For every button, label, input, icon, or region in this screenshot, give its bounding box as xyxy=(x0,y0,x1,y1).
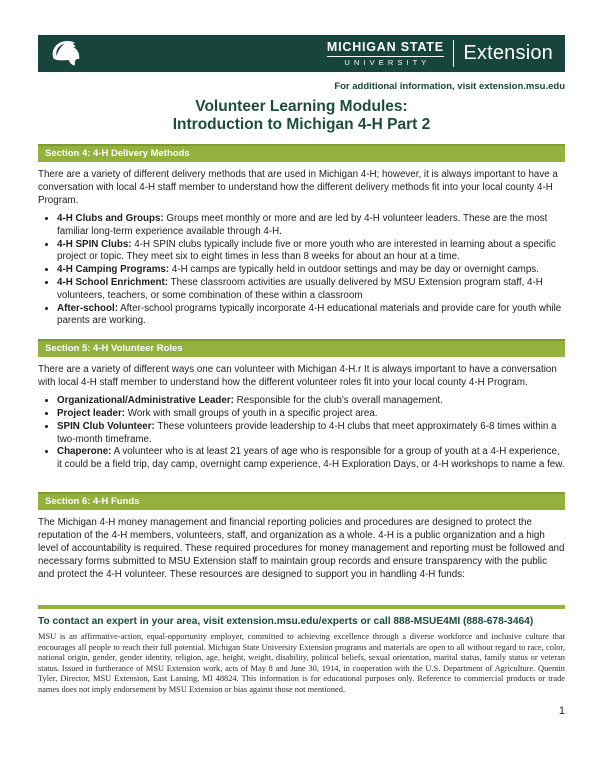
bullet-lead: 4-H Camping Programs: xyxy=(57,264,170,276)
additional-info-line: For additional information, visit extension.msu.edu xyxy=(334,81,565,92)
section-4-bullet-list xyxy=(38,213,565,328)
bullet-lead: SPIN Club Volunteer: xyxy=(57,420,155,432)
bullet-text: Responsible for the club’s overall management. xyxy=(233,395,443,407)
list-item xyxy=(57,395,565,408)
list-item xyxy=(57,213,565,239)
list-item xyxy=(57,303,565,329)
list-item xyxy=(57,239,565,265)
bullet-lead: Project leader: xyxy=(57,407,126,419)
contact-expert-line: To contact an expert in your area, visit extension.msu.edu/experts or call 888-MSUE4MI (888-678-3464) xyxy=(38,615,534,627)
page-title-line2: Introduction to Michigan 4-H Part 2 xyxy=(172,116,431,133)
masthead-brand xyxy=(327,40,553,67)
bullet-text: 4-H SPIN clubs typically include five or more youth who are interested in learning about a specific project or topic. They meet six to eight times in less than 8 weeks for about an hour at a time. xyxy=(57,238,556,263)
section-5-heading: Section 5: 4-H Volunteer Roles xyxy=(38,339,565,357)
list-item xyxy=(57,264,565,277)
bullet-lead: Organizational/Administrative Leader: xyxy=(57,395,234,407)
list-item xyxy=(57,277,565,303)
bullet-text: These volunteers provide leadership to 4-H clubs that meet approximately 6-8 times within a two-month timeframe. xyxy=(57,420,557,445)
brand-divider xyxy=(453,40,455,67)
page-title xyxy=(38,98,565,134)
bullet-text: After-school programs typically incorporate 4-H educational materials and provide care for youth while parents are working. xyxy=(57,302,562,327)
bullet-lead: After-school: xyxy=(57,302,118,314)
bullet-lead: Chaperone: xyxy=(57,446,112,458)
section-5-intro: There are a variety of different ways one can volunteer with Michigan 4-H.r It is always important to have a conversation with local 4-H staff member to understand how the different volunteer roles fit into your local county 4-H Program. xyxy=(38,364,557,389)
spartan-helmet-icon xyxy=(48,38,86,69)
bullet-text: 4-H camps are typically held in outdoor settings and may be day or overnight camps. xyxy=(169,264,539,276)
msu-wordmark xyxy=(327,41,444,66)
masthead-bar xyxy=(38,35,565,72)
footer-rule xyxy=(38,605,565,609)
wordmark-line2: UNIVERSITY xyxy=(344,57,431,67)
wordmark-line1: MICHIGAN STATE xyxy=(327,41,444,57)
bullet-text: Work with small groups of youth in a specific project area. xyxy=(125,407,378,419)
bullet-lead: 4-H Clubs and Groups: xyxy=(57,213,164,224)
section-6-intro: The Michigan 4-H money management and financial reporting policies and procedures are designed to protect the reputation of the 4-H members, volunteers, staff, and organization as a whole. 4-H is a public organization and a high level of accountability is required. These required procedures for money management and reporting must be followed and necessary forms submitted to MSU Extension staff to maintain group records and ensure transparency with the public and protect the 4-H volunteer. These resources are designed to support you in handling 4-H funds: xyxy=(38,516,565,580)
page-title-line1: Volunteer Learning Modules: xyxy=(195,98,408,115)
bullet-lead: 4-H SPIN Clubs: xyxy=(57,238,132,250)
bullet-text: A volunteer who is at least 21 years of age who is responsible for a group of youth at a 4-H experience, it could be a field trip, day camp, overnight camp experience, 4-H Exploration Days, or 4-H workshops to name a few. xyxy=(57,446,565,471)
list-item xyxy=(57,408,565,421)
extension-brand-label: Extension xyxy=(463,42,553,64)
section-6-heading: Section 6: 4-H Funds xyxy=(38,492,565,510)
section-5-bullet-list xyxy=(38,395,565,472)
list-item xyxy=(57,446,565,472)
bullet-text: These classroom activities are usually delivered by MSU Extension program staff, 4-H volunteers, teachers, or some combination of these within a classroom xyxy=(57,276,543,301)
bullet-lead: 4-H School Enrichment: xyxy=(57,276,169,288)
section-4-intro: There are a variety of different delivery methods that are used in Michigan 4-H; however, it is always important to have a conversation with local 4-H staff member to understand how the different delivery methods fit into your local county 4-H Program. xyxy=(38,169,558,206)
legal-fine-print: MSU is an affirmative-action, equal-opportunity employer, committed to achieving excellence through a diverse workforce and inclusive culture that encourages all people to reach their full potential. Michigan State University Extension programs and materials are open to all without regard to race, color, national origin, gender, gender identity, religion, age, height, weight, disability, political beliefs, sexual orientation, marital status, family status or veteran status. Issued in furtherance of MSU Extension work, acts of May 8 and June 30, 1914, in cooperation with the U.S. Department of Agriculture. Quentin Tyler, Director, MSU Extension, East Lansing, MI 48824. This information is for educational purposes only. Reference to commercial products or trade names does not imply endorsement by MSU Extension or bias against those not mentioned. xyxy=(38,631,565,694)
section-4-heading: Section 4: 4-H Delivery Methods xyxy=(38,144,565,162)
list-item xyxy=(57,421,565,447)
bullet-text: Groups meet monthly or more and are led by 4-H volunteer leaders. These are the most familiar long-term experience available through 4-H. xyxy=(57,213,548,237)
page-number: 1 xyxy=(558,704,565,717)
